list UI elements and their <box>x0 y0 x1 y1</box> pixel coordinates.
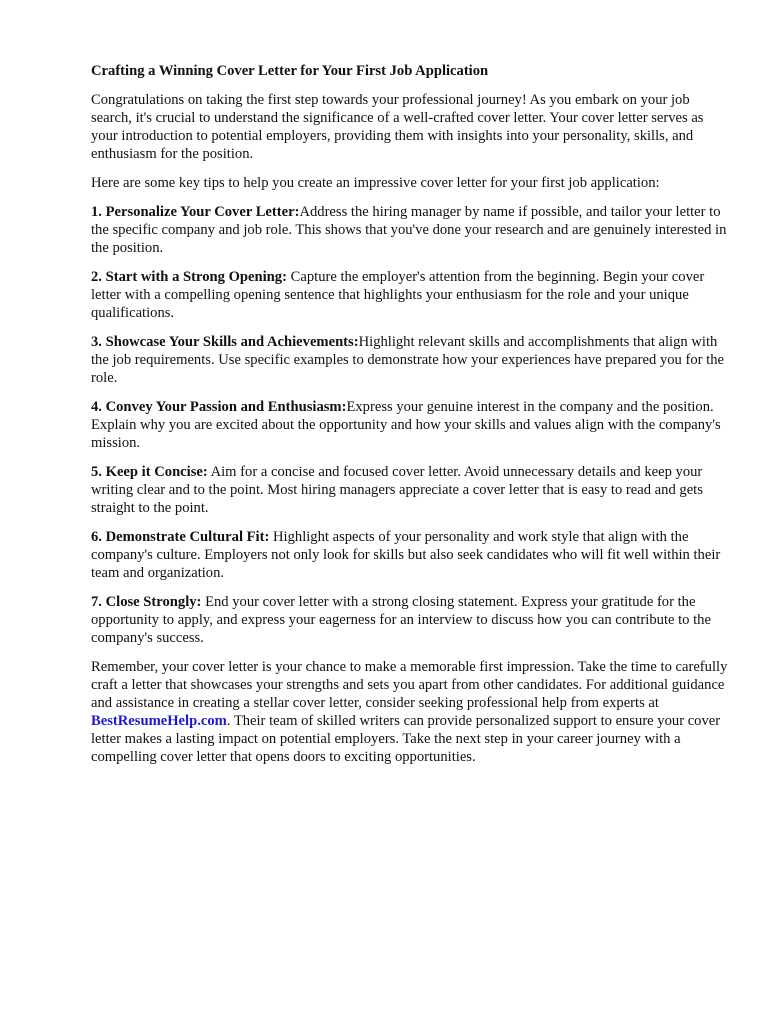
closing-text-end: . Their team of skilled writers can provide personalized support to ensure your cover letter makes a lasting impact on potential employers. Take the next step in your career journey with a compelling cover letter that opens doors to exciting opportunities. <box>91 713 721 765</box>
tip-body: Address the hiring manager by name if possible, and tailor your letter to the specific company and job role. This shows that you've done your research and are genuinely interested in the position. <box>91 204 727 256</box>
tip-body: Capture the employer's attention from the beginning. Begin your cover letter with a compelling opening sentence that highlights your enthusiasm for the role and your unique qualifications. <box>91 269 705 321</box>
closing-paragraph <box>91 658 731 766</box>
tip-body: End your cover letter with a strong closing statement. Express your gratitude for the opportunity to apply, and express your eagerness for an interview to discuss how you can contribute to the company's success. <box>91 594 711 646</box>
tip-2 <box>91 268 731 322</box>
tip-heading: 5. Keep it Concise: <box>91 464 208 480</box>
closing-text-start: Remember, your cover letter is your chance to make a memorable first impression. Take the time to carefully craft a letter that showcases your strengths and sets you apart from other candidates. For additional guidance and assistance in creating a stellar cover letter, consider seeking professional help from experts at <box>91 659 728 711</box>
tip-body: Express your genuine interest in the company and the position. Explain why you are excited about the opportunity and how your skills and values align with the company's mission. <box>91 399 721 451</box>
tip-heading: 7. Close Strongly: <box>91 594 202 610</box>
tip-heading: 2. Start with a Strong Opening: <box>91 269 287 285</box>
tip-body: Highlight relevant skills and accomplishments that align with the job requirements. Use specific examples to demonstrate how your experiences have prepared you for the role. <box>91 334 724 386</box>
tip-3 <box>91 333 731 387</box>
document-title: Crafting a Winning Cover Letter for Your First Job Application <box>91 63 489 79</box>
tip-body: Highlight aspects of your personality and work style that align with the company's culture. Employers not only look for skills but also seek candidates who will fit well within their team and organization. <box>91 529 721 581</box>
tip-7 <box>91 593 731 647</box>
tip-heading: 1. Personalize Your Cover Letter: <box>91 204 300 220</box>
tip-1 <box>91 203 731 257</box>
tip-4 <box>91 398 731 452</box>
tip-heading: 4. Convey Your Passion and Enthusiasm: <box>91 399 347 415</box>
tip-body: Aim for a concise and focused cover letter. Avoid unnecessary details and keep your writing clear and to the point. Most hiring managers appreciate a cover letter that is easy to read and gets straight to the point. <box>91 464 703 516</box>
tip-heading: 3. Showcase Your Skills and Achievements: <box>91 334 359 350</box>
tip-5 <box>91 463 731 517</box>
tip-6 <box>91 528 731 582</box>
intro-paragraph: Congratulations on taking the first step towards your professional journey! As you embark on your job search, it's crucial to understand the significance of a well-crafted cover letter. Your cover letter serves as your introduction to potential employers, providing them with insights into your personality, skills, and enthusiasm for the position. <box>91 92 704 162</box>
tip-heading: 6. Demonstrate Cultural Fit: <box>91 529 270 545</box>
document-page <box>91 62 731 777</box>
tips-intro-paragraph: Here are some key tips to help you create an impressive cover letter for your first job application: <box>91 175 660 191</box>
bestresumehelp-link[interactable]: BestResumeHelp.com <box>91 713 227 729</box>
